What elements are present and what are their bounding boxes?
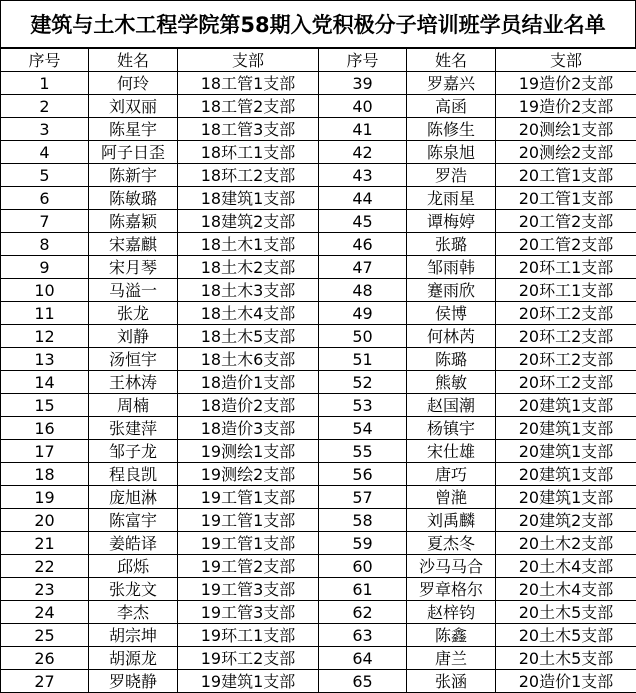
roster-table	[0, 48, 636, 693]
cell-no-right: 43	[319, 164, 407, 187]
cell-name-right: 谭梅婷	[407, 210, 496, 233]
header-name-left: 姓名	[89, 49, 178, 72]
table-row	[1, 463, 636, 486]
cell-branch-left: 18造价3支部	[178, 417, 319, 440]
table-row	[1, 371, 636, 394]
table-row	[1, 348, 636, 371]
cell-branch-right: 20土木2支部	[496, 532, 636, 555]
cell-no-left: 3	[1, 118, 89, 141]
cell-no-left: 4	[1, 141, 89, 164]
cell-branch-right: 20测绘1支部	[496, 118, 636, 141]
header-row	[1, 49, 636, 72]
table-row	[1, 601, 636, 624]
cell-name-right: 罗嘉兴	[407, 72, 496, 95]
cell-branch-left: 18土木5支部	[178, 325, 319, 348]
cell-branch-left: 18工管3支部	[178, 118, 319, 141]
cell-branch-right: 20土木4支部	[496, 578, 636, 601]
header-branch-right: 支部	[496, 49, 636, 72]
cell-branch-left: 18工管1支部	[178, 72, 319, 95]
cell-branch-right: 20工管1支部	[496, 164, 636, 187]
cell-no-left: 17	[1, 440, 89, 463]
header-branch-left: 支部	[178, 49, 319, 72]
cell-name-right: 邹雨韩	[407, 256, 496, 279]
cell-no-right: 59	[319, 532, 407, 555]
table-row	[1, 233, 636, 256]
cell-name-right: 夏杰冬	[407, 532, 496, 555]
cell-name-right: 陈修生	[407, 118, 496, 141]
cell-no-left: 1	[1, 72, 89, 95]
cell-branch-right: 20土木5支部	[496, 624, 636, 647]
cell-branch-right: 19造价2支部	[496, 72, 636, 95]
cell-branch-right: 20建筑1支部	[496, 394, 636, 417]
cell-no-left: 6	[1, 187, 89, 210]
cell-name-left: 邹子龙	[89, 440, 178, 463]
cell-branch-left: 19环工2支部	[178, 647, 319, 670]
cell-name-right: 陈鑫	[407, 624, 496, 647]
cell-name-right: 何林芮	[407, 325, 496, 348]
cell-name-left: 张建萍	[89, 417, 178, 440]
table-row	[1, 486, 636, 509]
cell-name-left: 程良凯	[89, 463, 178, 486]
cell-name-left: 陈富宇	[89, 509, 178, 532]
table-row	[1, 256, 636, 279]
cell-name-right: 赵国潮	[407, 394, 496, 417]
cell-name-left: 阿子日歪	[89, 141, 178, 164]
cell-no-left: 11	[1, 302, 89, 325]
cell-name-right: 沙马马合	[407, 555, 496, 578]
cell-branch-right: 20建筑1支部	[496, 486, 636, 509]
cell-no-left: 25	[1, 624, 89, 647]
cell-name-left: 周楠	[89, 394, 178, 417]
cell-no-right: 54	[319, 417, 407, 440]
cell-name-left: 陈嘉颖	[89, 210, 178, 233]
cell-no-left: 13	[1, 348, 89, 371]
table-row	[1, 440, 636, 463]
cell-name-left: 罗晓静	[89, 670, 178, 693]
cell-name-right: 杨镇宇	[407, 417, 496, 440]
cell-branch-left: 19工管3支部	[178, 601, 319, 624]
cell-branch-left: 18建筑1支部	[178, 187, 319, 210]
cell-name-left: 邱烁	[89, 555, 178, 578]
cell-no-right: 57	[319, 486, 407, 509]
header-no-left: 序号	[1, 49, 89, 72]
cell-no-left: 8	[1, 233, 89, 256]
cell-name-left: 张龙文	[89, 578, 178, 601]
table-row	[1, 302, 636, 325]
cell-no-right: 44	[319, 187, 407, 210]
cell-branch-right: 20环工1支部	[496, 279, 636, 302]
cell-branch-left: 19工管1支部	[178, 509, 319, 532]
cell-branch-left: 19测绘1支部	[178, 440, 319, 463]
table-row	[1, 555, 636, 578]
cell-branch-left: 18建筑2支部	[178, 210, 319, 233]
cell-branch-right: 20工管2支部	[496, 210, 636, 233]
roster-body	[1, 72, 636, 693]
cell-name-right: 唐兰	[407, 647, 496, 670]
cell-name-left: 何玲	[89, 72, 178, 95]
table-row	[1, 187, 636, 210]
cell-branch-right: 20环工2支部	[496, 348, 636, 371]
sheet-title: 建筑与土木工程学院第58期入党积极分子培训班学员结业名单	[0, 0, 636, 48]
cell-no-left: 16	[1, 417, 89, 440]
table-row	[1, 578, 636, 601]
cell-name-right: 唐巧	[407, 463, 496, 486]
cell-no-right: 46	[319, 233, 407, 256]
cell-no-left: 10	[1, 279, 89, 302]
cell-branch-left: 18环工2支部	[178, 164, 319, 187]
cell-no-right: 42	[319, 141, 407, 164]
cell-name-left: 胡宗坤	[89, 624, 178, 647]
cell-branch-left: 19环工1支部	[178, 624, 319, 647]
cell-name-right: 陈泉旭	[407, 141, 496, 164]
cell-no-right: 58	[319, 509, 407, 532]
cell-no-left: 20	[1, 509, 89, 532]
cell-no-left: 27	[1, 670, 89, 693]
cell-name-left: 李杰	[89, 601, 178, 624]
cell-no-right: 50	[319, 325, 407, 348]
cell-branch-left: 19工管1支部	[178, 486, 319, 509]
cell-branch-right: 20造价1支部	[496, 670, 636, 693]
cell-name-left: 宋嘉麒	[89, 233, 178, 256]
cell-branch-left: 19建筑1支部	[178, 670, 319, 693]
cell-no-left: 22	[1, 555, 89, 578]
cell-name-left: 马溢一	[89, 279, 178, 302]
cell-no-right: 63	[319, 624, 407, 647]
cell-name-left: 庞旭淋	[89, 486, 178, 509]
cell-branch-right: 20环工2支部	[496, 325, 636, 348]
cell-no-left: 24	[1, 601, 89, 624]
cell-branch-left: 19工管2支部	[178, 555, 319, 578]
cell-branch-left: 18土木1支部	[178, 233, 319, 256]
cell-no-left: 19	[1, 486, 89, 509]
cell-branch-right: 20环工2支部	[496, 371, 636, 394]
cell-no-right: 47	[319, 256, 407, 279]
cell-no-left: 7	[1, 210, 89, 233]
table-row	[1, 279, 636, 302]
cell-no-right: 56	[319, 463, 407, 486]
cell-no-left: 23	[1, 578, 89, 601]
cell-branch-left: 18工管2支部	[178, 95, 319, 118]
cell-name-right: 曾滟	[407, 486, 496, 509]
cell-branch-right: 20工管2支部	[496, 233, 636, 256]
cell-no-left: 2	[1, 95, 89, 118]
cell-name-right: 熊敏	[407, 371, 496, 394]
table-row	[1, 164, 636, 187]
cell-name-left: 胡源龙	[89, 647, 178, 670]
table-row	[1, 72, 636, 95]
cell-no-right: 45	[319, 210, 407, 233]
cell-no-right: 62	[319, 601, 407, 624]
table-row	[1, 118, 636, 141]
cell-name-right: 高函	[407, 95, 496, 118]
table-row	[1, 325, 636, 348]
cell-name-right: 张璐	[407, 233, 496, 256]
cell-branch-left: 18土木2支部	[178, 256, 319, 279]
cell-branch-right: 20建筑1支部	[496, 440, 636, 463]
cell-branch-left: 18造价2支部	[178, 394, 319, 417]
cell-name-left: 陈敏璐	[89, 187, 178, 210]
cell-branch-left: 19工管1支部	[178, 532, 319, 555]
cell-no-right: 48	[319, 279, 407, 302]
cell-no-right: 55	[319, 440, 407, 463]
cell-no-right: 39	[319, 72, 407, 95]
cell-branch-right: 19造价2支部	[496, 95, 636, 118]
cell-name-left: 刘静	[89, 325, 178, 348]
header-name-right: 姓名	[407, 49, 496, 72]
cell-branch-left: 18土木3支部	[178, 279, 319, 302]
cell-no-left: 21	[1, 532, 89, 555]
cell-branch-right: 20环工2支部	[496, 302, 636, 325]
cell-no-right: 61	[319, 578, 407, 601]
cell-branch-right: 20土木4支部	[496, 555, 636, 578]
table-row	[1, 532, 636, 555]
header-no-right: 序号	[319, 49, 407, 72]
cell-no-right: 51	[319, 348, 407, 371]
cell-branch-left: 18土木4支部	[178, 302, 319, 325]
cell-no-left: 12	[1, 325, 89, 348]
cell-no-right: 40	[319, 95, 407, 118]
table-row	[1, 95, 636, 118]
cell-no-right: 65	[319, 670, 407, 693]
cell-branch-left: 18环工1支部	[178, 141, 319, 164]
cell-name-right: 刘禹麟	[407, 509, 496, 532]
cell-branch-left: 19测绘2支部	[178, 463, 319, 486]
cell-no-right: 64	[319, 647, 407, 670]
cell-no-left: 26	[1, 647, 89, 670]
cell-name-left: 宋月琴	[89, 256, 178, 279]
cell-branch-right: 20土木5支部	[496, 601, 636, 624]
cell-no-right: 60	[319, 555, 407, 578]
cell-name-right: 赵梓钧	[407, 601, 496, 624]
cell-no-right: 52	[319, 371, 407, 394]
table-row	[1, 141, 636, 164]
table-row	[1, 417, 636, 440]
table-row	[1, 624, 636, 647]
cell-name-right: 宋仕雄	[407, 440, 496, 463]
cell-name-right: 龙雨星	[407, 187, 496, 210]
cell-no-left: 18	[1, 463, 89, 486]
table-row	[1, 210, 636, 233]
cell-branch-right: 20建筑2支部	[496, 509, 636, 532]
cell-no-left: 14	[1, 371, 89, 394]
cell-branch-left: 19工管3支部	[178, 578, 319, 601]
cell-name-right: 罗章格尔	[407, 578, 496, 601]
cell-no-right: 41	[319, 118, 407, 141]
cell-branch-right: 20工管1支部	[496, 187, 636, 210]
cell-name-left: 汤恒宇	[89, 348, 178, 371]
cell-branch-right: 20建筑1支部	[496, 417, 636, 440]
cell-branch-right: 20测绘2支部	[496, 141, 636, 164]
table-row	[1, 670, 636, 693]
cell-name-right: 罗浩	[407, 164, 496, 187]
cell-no-left: 5	[1, 164, 89, 187]
cell-name-left: 陈新宇	[89, 164, 178, 187]
cell-name-left: 刘双丽	[89, 95, 178, 118]
cell-no-left: 15	[1, 394, 89, 417]
cell-name-left: 姜皓译	[89, 532, 178, 555]
cell-branch-left: 18土木6支部	[178, 348, 319, 371]
table-row	[1, 509, 636, 532]
table-row	[1, 394, 636, 417]
cell-name-left: 张龙	[89, 302, 178, 325]
cell-branch-left: 18造价1支部	[178, 371, 319, 394]
cell-no-left: 9	[1, 256, 89, 279]
cell-name-left: 陈星宇	[89, 118, 178, 141]
cell-branch-right: 20环工1支部	[496, 256, 636, 279]
cell-name-right: 陈璐	[407, 348, 496, 371]
cell-name-right: 侯博	[407, 302, 496, 325]
cell-branch-right: 20土木5支部	[496, 647, 636, 670]
table-row	[1, 647, 636, 670]
cell-name-right: 张涵	[407, 670, 496, 693]
cell-name-right: 蹇雨欣	[407, 279, 496, 302]
cell-branch-right: 20建筑1支部	[496, 463, 636, 486]
cell-no-right: 49	[319, 302, 407, 325]
cell-no-right: 53	[319, 394, 407, 417]
cell-name-left: 王林涛	[89, 371, 178, 394]
